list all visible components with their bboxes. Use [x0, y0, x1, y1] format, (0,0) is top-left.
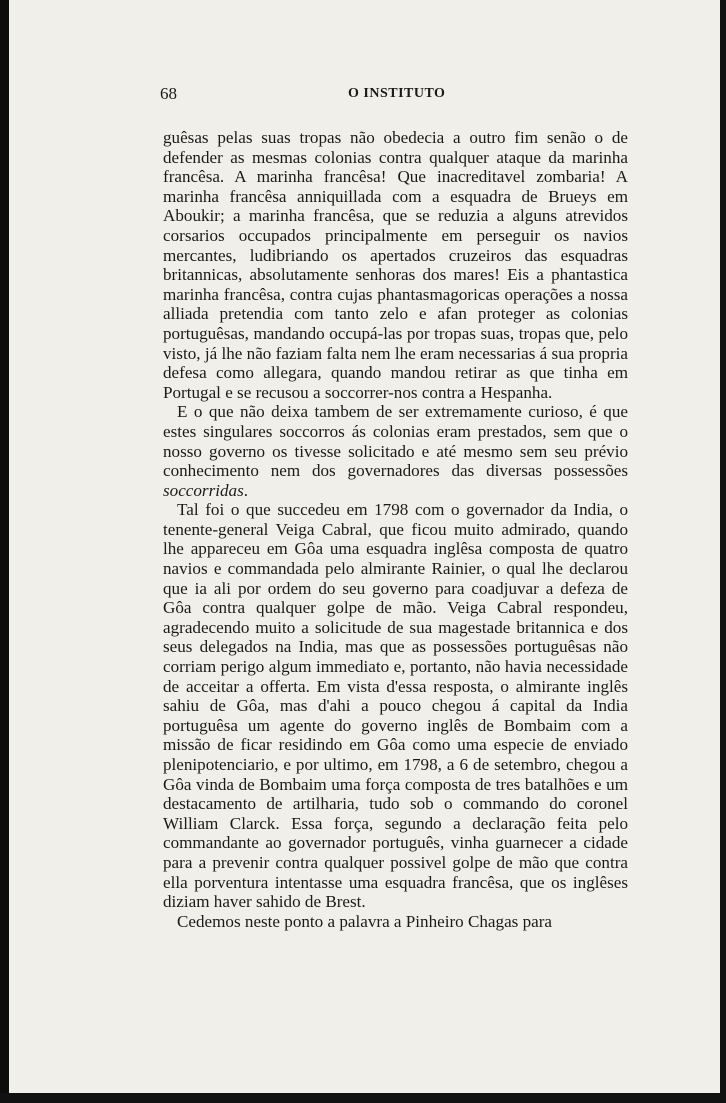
page-header — [160, 84, 630, 110]
emphasized-word: soccorridas — [163, 480, 244, 500]
body-text — [163, 128, 628, 931]
paragraph — [163, 402, 628, 500]
page-number: 68 — [160, 84, 177, 103]
paragraph: Cedemos neste ponto a palavra a Pinheiro Chagas para — [177, 911, 552, 931]
running-head: O INSTITUTO — [348, 86, 446, 101]
paragraph: guêsas pelas suas tropas não obedecia a outro fim senão o de defender as mesmas colonias contra qualquer ataque da marinha francêsa. A marinha francêsa! Que inacreditavel zombaria! A marinha francêsa anniquillada com a esquadra de Brueys em Aboukir; a marinha francêsa, que se reduzia a alguns atrevidos corsarios occupados principalmente em perseguir os navios mercantes, ludibriando os apertados cruzeiros das esquadras britannicas, absolutamente senhoras dos mares! Eis a phantastica marinha francêsa, contra cujas phantasmagoricas operações a nossa alliada pretendia com tanto zelo e afan proteger as colonias portuguêsas, mandando occupá-las por tropas suas, tropas que, pelo visto, já lhe não faziam falta nem lhe eram necessarias á sua propria defesa como allegara, quando mandou retirar as que tinha em Portugal e se recusou a soccorrer-nos contra a Hespanha. — [163, 128, 628, 402]
paragraph-text: E o que não deixa tambem de ser extremamente curioso, é que estes singulares soccorros ás colonias eram prestados, sem que o nosso governo os tivesse solicitado e até mesmo sem seu prévio conhecimento nem dos governadores das diversas possessões — [163, 402, 628, 481]
paragraph-end: . — [243, 480, 249, 500]
scan-border-right — [720, 0, 726, 1103]
paragraph: Tal foi o que succedeu em 1798 com o governador da India, o tenente-general Veiga Cabral, que ficou muito admirado, quando lhe appareceu em Gôa uma esquadra inglêsa composta de quatro navios e commandada pelo almirante Rainier, o qual lhe declarou que ia ali por ordem do seu governo para coadjuvar a defeza de Gôa contra qualquer golpe de mão. Veiga Cabral respondeu, agradecendo muito a solicitude de sua magestade britannica e dos seus delegados na India, mas que as possessões portuguêsas não corriam perigo algum immediato e, portanto, não havia necessidade de acceitar a offerta. Em vista d'essa resposta, o almirante inglês sahiu de Gôa, mas d'ahi a pouco chegou á capital da India portuguêsa um agente do governo inglês de Bombaim com a missão de ficar residindo em Gôa como uma especie de enviado plenipotenciario, e por ultimo, em 1798, a 6 de setembro, chegou a Gôa vinda de Bombaim uma força composta de tres batalhões e um destacamento de artilharia, tudo sob o commando do coronel William Clarck. Essa força, segundo a declaração feita pelo commandante ao governador português, vinha guarnecer a cidade para a prevenir contra qualquer possivel golpe de mão que contra ella porventura intentasse uma esquadra francêsa, que os inglêses diziam haver sahido de Brest. — [163, 500, 628, 912]
scan-border-bottom — [0, 1093, 726, 1103]
scan-border-left — [0, 0, 9, 1103]
